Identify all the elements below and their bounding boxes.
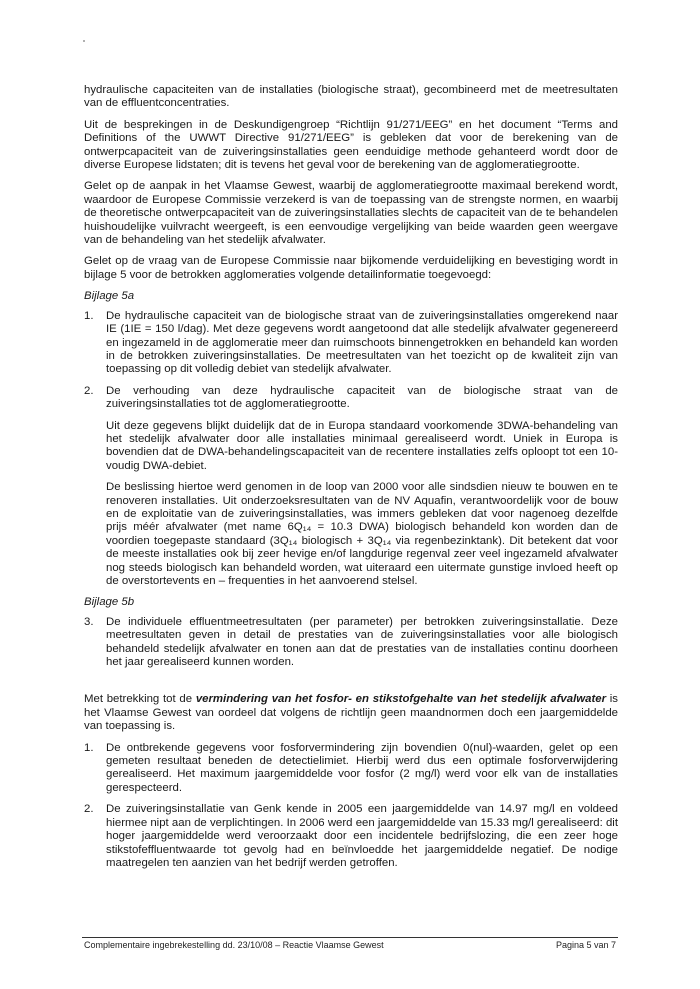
paragraph-fosfor-intro <box>84 693 618 733</box>
fosfor-list <box>84 742 618 871</box>
item-number: 2. <box>84 803 94 816</box>
item-paragraph: De individuele effluentmeetresultaten (per parameter) per betrokken zuiveringsinstallatie. Deze meetresultaten geven in detail de prestaties van de zuiveringsinstallaties voor alle biologisch behandeld stedelijk afvalwater en tonen aan dat de prestaties van de installaties continu doorheen het jaar gerealiseerd kunnen worden. <box>106 615 618 669</box>
intro-emphasis: vermindering van het fosfor- en stikstofgehalte van het stedelijk afvalwater <box>195 693 607 706</box>
item-paragraph: De hydraulische capaciteit van de biologische straat van de zuiveringsinstallaties omgerekend naar IE (1IE = 150 l/dag). Met deze gegevens wordt aangetoond dat alle stedelijk afvalwater gegenereerd en ingezameld in de agglomeratie meer dan ruimschoots binnengetrokken en behandeld kan worden in de betrokken zuiveringsinstallaties. De meetresultaten van het toezicht op de kwaliteit zijn van toepassing op dit volledig debiet van stedelijk afvalwater. <box>106 309 618 376</box>
paragraph-deskundigengroep: Uit de besprekingen in de Deskundigengroep “Richtlijn 91/271/EEG” en het document “Terms and Definitions of the UWWT Directive 91/271/EEG” is gebleken dat voor de berekening van de ontwerpcapaciteit van de zuiveringsinstallaties geen eenduidige methode gehanteerd wordt door de diverse Europese lidstaten; dit is tevens het geval voor de berekening van de agglomeratiegrootte. <box>84 118 618 172</box>
page-body <box>84 84 618 878</box>
item-number: 3. <box>84 615 94 628</box>
intro-before: Met betrekking tot de <box>84 693 196 706</box>
item-paragraph: De zuiveringsinstallatie van Genk kende in 2005 een jaargemiddelde van 14.97 mg/l en voldeed hiermee nipt aan de verplichtingen. In 2006 werd een jaargemiddelde van 15.33 mg/l gerealiseerd: dit hoger jaargemiddelde werd veroorzaakt door een incidentele bedrijfslozing, die een zeer hoge stikstofeffluentwaarde tot gevolg had en beïnvloedde het jaargemiddelde negatief. De nodige maatregelen ten aanzien van het bedrijf werden getroffen. <box>106 803 618 869</box>
list-item <box>84 616 618 670</box>
bijlage-5b-heading: Bijlage 5b <box>84 596 135 609</box>
item-paragraph: De verhouding van deze hydraulische capaciteit van de biologische straat van de zuiveringsinstallaties tot de agglomeratiegrootte. <box>106 384 618 411</box>
item-number: 1. <box>84 741 94 754</box>
list-item <box>84 310 618 377</box>
list-item <box>84 385 618 589</box>
bijlage-5a-list <box>84 310 618 589</box>
section-spacer <box>84 677 618 693</box>
footer-page-number: Pagina 5 van 7 <box>555 940 616 950</box>
paragraph-capaciteiten: hydraulische capaciteiten van de installaties (biologische straat), gecombineerd met de meetresultaten van de effluentconcentraties. <box>84 84 618 110</box>
item-number: 1. <box>84 309 94 322</box>
paragraph-vraag-commissie: Gelet op de vraag van de Europese Commissie naar bijkomende verduidelijking en bevestiging wordt in bijlage 5 voor de betrokken agglomeraties volgende detailinformatie toegevoegd: <box>84 255 618 281</box>
paragraph-aanpak: Gelet op de aanpak in het Vlaamse Gewest, waarbij de agglomeratiegrootte maximaal berekend wordt, waardoor de Europese Commissie verzekerd is van de toepassing van de strengste normen, en waarbij de theoretische ontwerpcapaciteit van de zuiveringsinstallaties slechts de capaciteit van de te behandelen huishoudelijke vuilvracht weergeeft, is een eenvoudige vergelijking van beide waarden geen weergave van de behandeling van het stedelijk afvalwater. <box>84 180 618 247</box>
intro-after: is het Vlaamse Gewest van oordeel dat volgens de richtlijn geen maandnormen doch een jaargemiddelde van toepassing is. <box>84 693 618 733</box>
item-number: 2. <box>84 384 94 397</box>
scan-mark <box>83 40 85 42</box>
item-paragraph: Uit deze gegevens blijkt duidelijk dat de in Europa standaard voorkomende 3DWA-behandeling van het stedelijk afvalwater door alle installaties minimaal gerealiseerd wordt. Uniek in Europa is bovendien dat de DWA-behandelingscapaciteit van de recentere installaties zelfs oploopt tot een 10-voudig DWA-debiet. <box>106 419 618 472</box>
bijlage-5b-list <box>84 616 618 670</box>
item-paragraph: De ontbrekende gegevens voor fosforvermindering zijn bovendien 0(nul)-waarden, gelet op een gemeten resultaat beneden de detectielimiet. Hierbij werd dus een optimale fosforverwijdering gerealiseerd. Het maximum jaargemiddelde voor fosfor (2 mg/l) werd voor elk van de installaties gerespecteerd. <box>106 741 618 794</box>
list-item <box>84 803 618 870</box>
list-item <box>84 742 618 796</box>
footer-divider <box>82 937 618 938</box>
item-paragraph: De beslissing hiertoe werd genomen in de loop van 2000 voor alle sindsdien nieuw te bouwen en te renoveren installaties. Uit onderzoeksresultaten van de NV Aquafin, verantwoordelijk voor de bouw en de exploitatie van de zuiveringsinstallaties, was immers gebleken dat voor nagenoeg dezelfde prijs méér afvalwater (met name 6Q₁₄ = 10.3 DWA) biologisch behandeld kon worden dan de voordien toegepaste standaard (3Q₁₄ biologisch + 3Q₁₄ via regenbezinktank). Dit betekent dat voor de meeste installaties ook bij zeer hevige en/of langdurige regenval zeer veel ingezameld afvalwater nog steeds biologisch kan behandeld worden, wat uiteraard een uitermate gunstige invloed heeft op de overstortevents en – frequenties in het aanvoerend stelsel. <box>106 481 618 587</box>
footer-document-title: Complementaire ingebrekestelling dd. 23/10/08 – Reactie Vlaamse Gewest <box>84 940 384 950</box>
bijlage-5a-heading: Bijlage 5a <box>84 290 135 303</box>
